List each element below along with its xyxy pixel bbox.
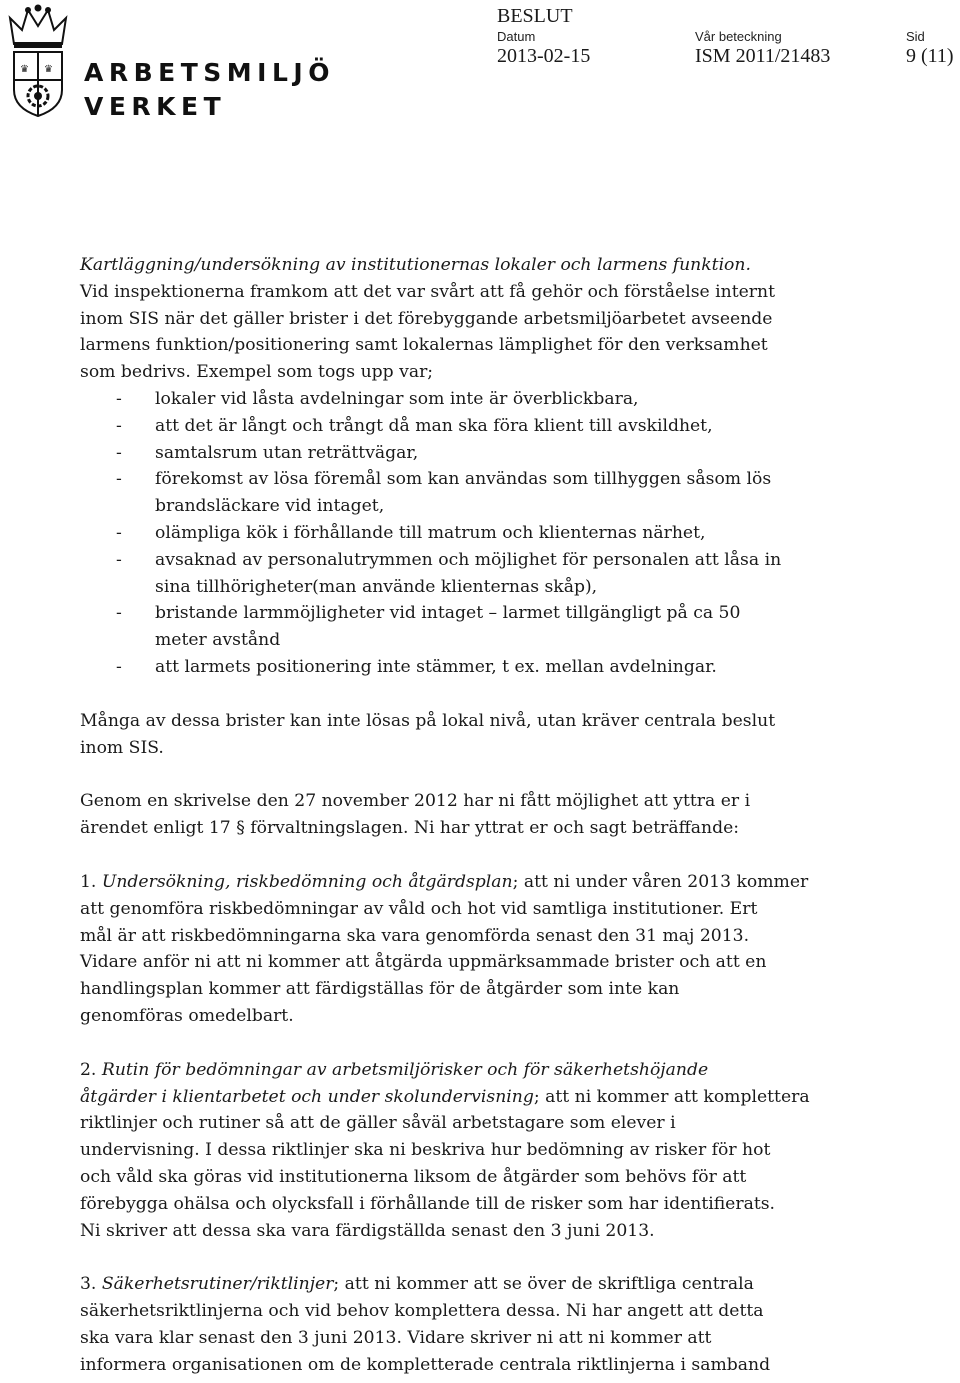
text-line: larmens funktion/positionering samt lokalernas lämplighet för den verksamhet xyxy=(80,335,768,356)
reference-value: ISM 2011/21483 xyxy=(695,45,831,67)
text-line: Genom en skrivelse den 27 november 2012 har ni fått möjlighet att yttra er i xyxy=(80,791,751,812)
list-item-text: lokaler vid låsta avdelningar som inte är överblickbara, xyxy=(155,388,639,409)
text-line: förebygga ohälsa och olycksfall i förhållande till de risker som har identifierats. xyxy=(80,1193,776,1214)
list-item-text: att larmets positionering inte stämmer, t ex. mellan avdelningar. xyxy=(155,656,717,677)
text-line: ska vara klar senast den 3 juni 2013. Vidare skriver ni att ni kommer att xyxy=(80,1327,712,1348)
svg-text:♛: ♛ xyxy=(44,64,53,75)
item-text: ; att ni kommer att se över de skriftliga centrala xyxy=(333,1274,754,1295)
agency-logo xyxy=(0,0,335,130)
date-value: 2013-02-15 xyxy=(497,45,591,67)
letter-paragraph xyxy=(80,788,940,842)
text-line: Ni skriver att dessa ska vara färdigställda senast den 3 juni 2013. xyxy=(80,1220,655,1241)
list-item-text: sina tillhörigheter(man använde klienternas skåp), xyxy=(155,576,598,597)
page-number: 9 (11) xyxy=(906,45,954,67)
page-block xyxy=(906,30,954,68)
text-line: ärendet enligt 17 § förvaltningslagen. Ni har yttrat er och sagt beträffande: xyxy=(80,818,740,839)
list-item-text: att det är långt och trångt då man ska föra klient till avskildhet, xyxy=(155,415,713,436)
text-line: som bedrivs. Exempel som togs upp var; xyxy=(80,362,434,383)
deficiency-list xyxy=(80,386,940,681)
text-line: Vid inspektionerna framkom att det var svårt att få gehör och förståelse internt xyxy=(80,281,775,302)
section-heading: Kartläggning/undersökning av institutionernas lokaler och larmens funktion. xyxy=(80,255,751,275)
text-line: inom SIS. xyxy=(80,737,164,758)
item-title: Säkerhetsrutiner/riktlinjer xyxy=(101,1274,334,1295)
svg-text:♛: ♛ xyxy=(20,64,29,75)
text-line: att genomföra riskbedömningar av våld och hot vid samtliga institutioner. Ert xyxy=(80,898,758,919)
item-title: åtgärder i klientarbetet och under skolundervisning xyxy=(80,1086,534,1107)
text-line: undervisning. I dessa riktlinjer ska ni beskriva hur bedömning av risker för hot xyxy=(80,1140,771,1161)
page-label: Sid xyxy=(906,29,925,44)
list-item-text: avsaknad av personalutrymmen och möjlighet för personalen att låsa in xyxy=(155,549,782,570)
text-line: riktlinjer och rutiner så att de gäller såväl arbetstagare som elever i xyxy=(80,1113,676,1134)
text-line: Vidare anför ni att ni kommer att åtgärda uppmärksammade brister och att en xyxy=(80,952,767,973)
date-block xyxy=(497,30,590,68)
item-text: ; att ni under våren 2013 kommer xyxy=(512,871,809,892)
text-line: mål är att riskbedömningarna ska vara genomförda senast den 31 maj 2013. xyxy=(80,925,750,946)
text-line: och våld ska göras vid institutionerna liksom de åtgärder som behövs för att xyxy=(80,1166,747,1187)
list-item: - samtalsrum utan reträttvägar, xyxy=(80,440,940,467)
list-item: - avsaknad av personalutrymmen och möjlighet för personalen att låsa in sina tillhörigheter(man använde klienternas skåp), xyxy=(80,547,940,601)
item-title: Undersökning, riskbedömning och åtgärdsplan xyxy=(101,871,513,892)
text-line: genomföras omedelbart. xyxy=(80,1005,294,1026)
date-label: Datum xyxy=(497,29,536,44)
list-item-text: samtalsrum utan reträttvägar, xyxy=(155,442,419,463)
list-item-text: brandsläckare vid intaget, xyxy=(155,496,385,517)
text-line: Många av dessa brister kan inte lösas på lokal nivå, utan kräver centrala beslut xyxy=(80,710,776,731)
list-item-text: meter avstånd xyxy=(155,630,281,651)
list-item: - att det är långt och trångt då man ska föra klient till avskildhet, xyxy=(80,413,940,440)
item-number: 1. xyxy=(80,871,97,892)
item-text: ; att ni kommer att komplettera xyxy=(533,1086,810,1107)
response-item-3 xyxy=(80,1271,940,1378)
intro-paragraph xyxy=(80,279,940,386)
response-item-2 xyxy=(80,1057,940,1245)
item-title: Rutin för bedömningar av arbetsmiljörisker och för säkerhetshöjande xyxy=(101,1059,709,1080)
royal-crown-emblem-icon xyxy=(6,4,70,128)
list-item: - förekomst av lösa föremål som kan användas som tillhyggen såsom lös brandsläckare vid intaget, xyxy=(80,466,940,520)
list-item-text: olämpliga kök i förhållande till matrum och klienternas närhet, xyxy=(155,522,706,543)
reference-label: Vår beteckning xyxy=(695,29,782,44)
document-body xyxy=(80,252,940,1378)
list-item: - lokaler vid låsta avdelningar som inte är överblickbara, xyxy=(80,386,940,413)
document-type: BESLUT xyxy=(497,5,573,27)
list-item-text: förekomst av lösa föremål som kan användas som tillhyggen såsom lös xyxy=(155,469,772,490)
text-line: informera organisationen om de kompletterade centrala riktlinjerna i samband xyxy=(80,1354,771,1375)
list-item: - bristande larmmöjligheter vid intaget – larmet tillgängligt på ca 50 meter avstånd xyxy=(80,600,940,654)
text-line: säkerhetsriktlinjerna och vid behov komplettera dessa. Ni har angett att detta xyxy=(80,1301,764,1322)
central-decision-paragraph xyxy=(80,708,940,762)
text-line: handlingsplan kommer att färdigställas för de åtgärder som inte kan xyxy=(80,979,680,1000)
response-item-1 xyxy=(80,869,940,1030)
item-number: 2. xyxy=(80,1059,97,1080)
logo-line-1: ARBETSMILJÖ xyxy=(84,58,335,87)
reference-block xyxy=(695,30,830,68)
list-item-text: bristande larmmöjligheter vid intaget – larmet tillgängligt på ca 50 xyxy=(155,603,741,624)
list-item: - olämpliga kök i förhållande till matrum och klienternas närhet, xyxy=(80,520,940,547)
list-item: - att larmets positionering inte stämmer, t ex. mellan avdelningar. xyxy=(80,654,940,681)
text-line: inom SIS när det gäller brister i det förebyggande arbetsmiljöarbetet avseende xyxy=(80,308,773,329)
logo-line-2: VERKET xyxy=(84,92,227,121)
logo-wordmark xyxy=(84,56,335,124)
item-number: 3. xyxy=(80,1274,97,1295)
